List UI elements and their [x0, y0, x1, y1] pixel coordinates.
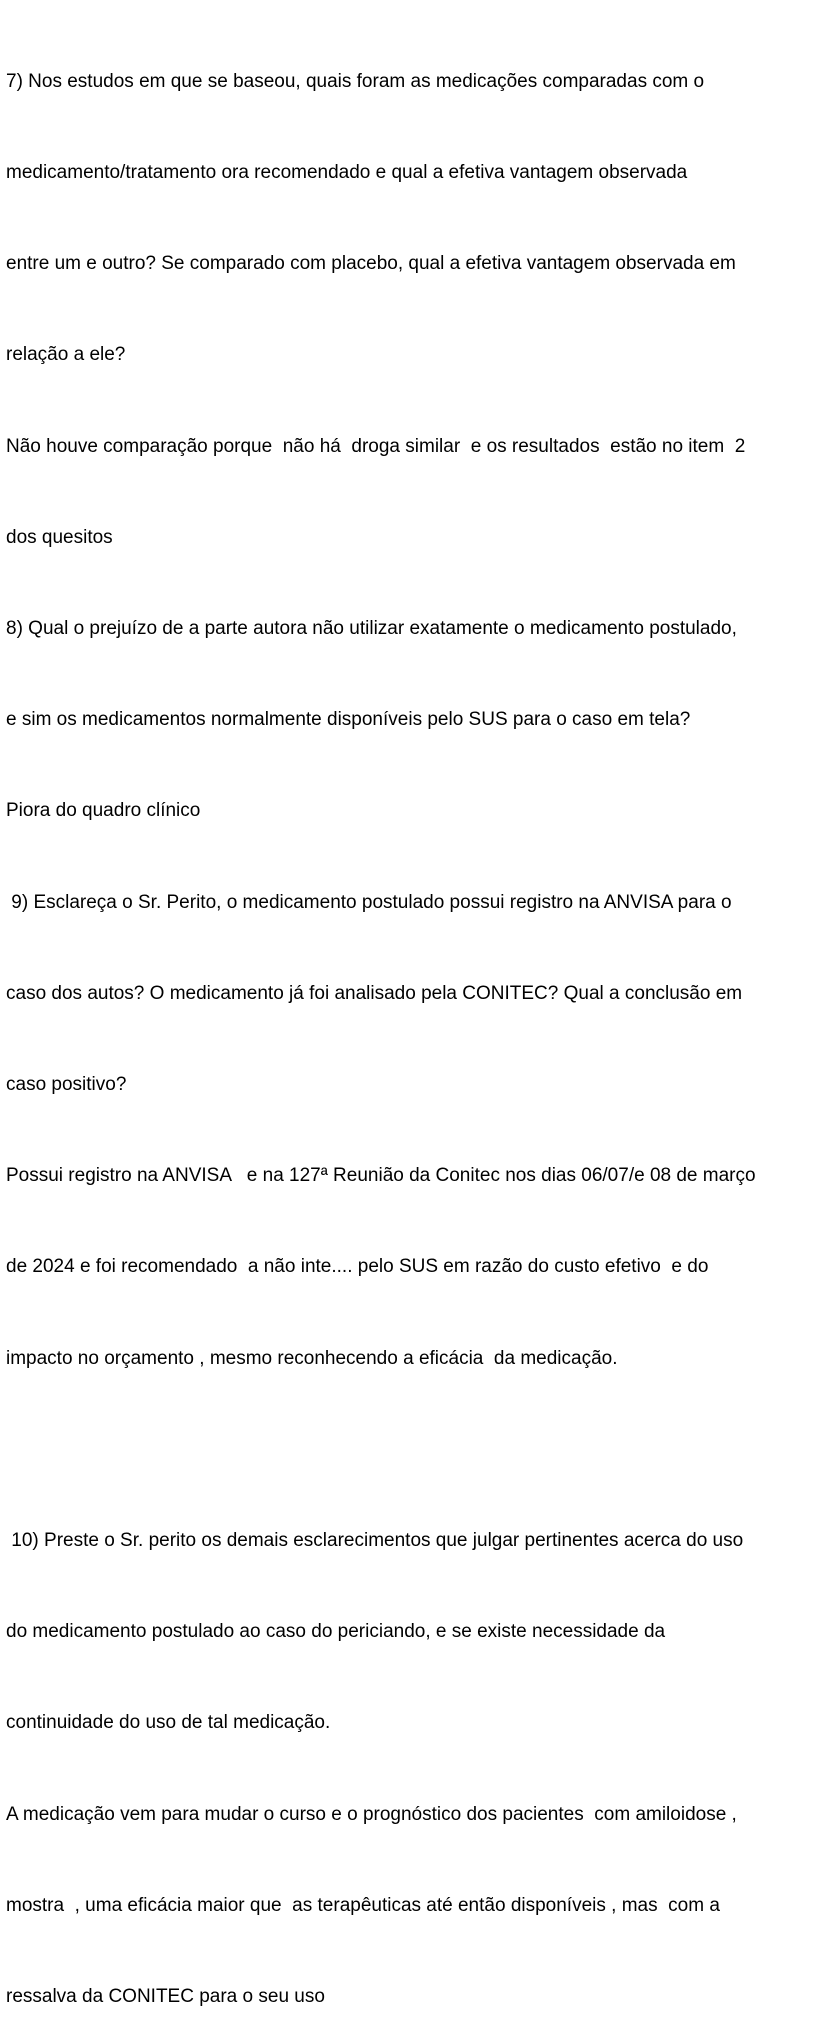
answer-10-line-2: mostra , uma eficácia maior que as terapêuticas até então disponíveis , mas com a — [6, 1894, 720, 1916]
answer-9-line-2: de 2024 e foi recomendado a não inte.... pelo SUS em razão do custo efetivo e do — [6, 1256, 709, 1278]
document-body — [6, 6, 816, 2043]
question-9-line-3: caso positivo? — [6, 1074, 127, 1096]
question-9-line-2: caso dos autos? O medicamento já foi analisado pela CONITEC? Qual a conclusão em — [6, 982, 743, 1004]
question-8-line-1: 8) Qual o prejuízo de a parte autora não utilizar exatamente o medicamento postulado, — [6, 618, 737, 640]
answer-9-line-1: Possui registro na ANVISA e na 127ª Reunião da Conitec nos dias 06/07/e 08 de março — [6, 1165, 756, 1187]
paragraph-gap — [6, 1435, 816, 1465]
answer-7-line-2: dos quesitos — [6, 526, 113, 548]
answer-9-line-3: impacto no orçamento , mesmo reconhecendo a eficácia da medicação. — [6, 1347, 618, 1369]
question-8-line-2: e sim os medicamentos normalmente disponíveis pelo SUS para o caso em tela? — [6, 709, 691, 731]
answer-7-line-1: Não houve comparação porque não há droga similar e os resultados estão no item 2 — [6, 435, 746, 457]
answer-10-line-3: ressalva da CONITEC para o seu uso — [6, 1986, 325, 2008]
question-9-line-1: 9) Esclareça o Sr. Perito, o medicamento postulado possui registro na ANVISA para o — [6, 891, 732, 913]
question-10-line-2: do medicamento postulado ao caso do periciando, e se existe necessidade da — [6, 1621, 666, 1643]
question-7-line-3: entre um e outro? Se comparado com placebo, qual a efetiva vantagem observada em — [6, 253, 736, 275]
question-7-line-2: medicamento/tratamento ora recomendado e qual a efetiva vantagem observada — [6, 162, 688, 184]
answer-10-line-1: A medicação vem para mudar o curso e o prognóstico dos pacientes com amiloidose , — [6, 1803, 737, 1825]
question-7-line-1: 7) Nos estudos em que se baseou, quais foram as medicações comparadas com o — [6, 70, 705, 92]
question-7-line-4: relação a ele? — [6, 344, 126, 366]
answer-8-line-1: Piora do quadro clínico — [6, 800, 201, 822]
question-10-line-1: 10) Preste o Sr. perito os demais esclarecimentos que julgar pertinentes acerca do uso — [6, 1530, 744, 1552]
question-10-line-3: continuidade do uso de tal medicação. — [6, 1712, 331, 1734]
